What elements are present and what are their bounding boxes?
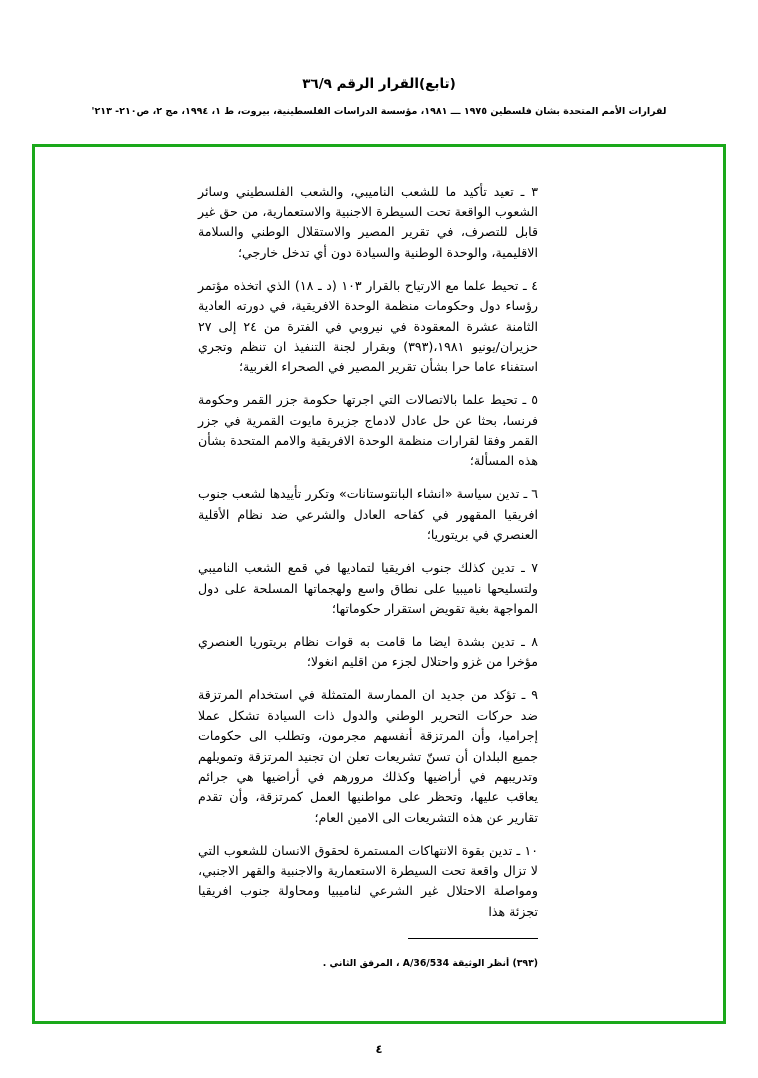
paragraph-9	[198, 685, 538, 828]
paragraph-9-text: ٩ ـ تؤكد من جديد ان الممارسة المتمثلة في استخدام المرتزقة ضد حركات التحرير الوطني والدول ذات السيادة تشكل عملا إجراميا، وأن المرتزقة أنفسهم مجرمون، وتطلب الى حكومات جميع البلدان أن تسنّ تشريعات تعلن ان تجنيد المرتزقة وتمويلهم وتدريبهم في أراضيها وكذلك مرورهم في أراضيها هي جرائم يعاقب عليها، وتحظر على مواطنيها العمل كمرتزقة، وأن تقدم تقارير عن هذه التشريعات الى الامين العام؛	[198, 687, 538, 825]
paragraph-4	[198, 276, 538, 378]
footnote-divider	[408, 938, 538, 939]
paragraph-7	[198, 558, 538, 619]
paragraph-3-text: ٣ ـ تعيد تأكيد ما للشعب الناميبي، والشعب الفلسطيني وسائر الشعوب الواقعة تحت السيطرة الاجنبية والاستعمارية، من حق غير قابل للتصرف، في تقرير المصير والاستقلال الوطني والسلامة الاقليمية، والوحدة الوطنية والسيادة دون أي تدخل خارجي؛	[198, 183, 538, 260]
paragraph-8	[198, 632, 538, 673]
paragraph-6-text: ٦ ـ تدين سياسة «انشاء البانتوستانات» وتكرر تأييدها لشعب جنوب افريقيا المقهور في كفاحه العادل والشرعي ضد نظام الأقلية العنصري في بريتوريا؛	[198, 486, 538, 543]
page-number: ٤	[375, 1042, 383, 1056]
paragraph-10-text: ١٠ ـ تدين بقوة الانتهاكات المستمرة لحقوق الانسان للشعوب التي لا تزال واقعة تحت السيطرة الاستعمارية والاجنبية والقهر الاجنبي، ومواصلة الاحتلال غير الشرعي لناميبيا ومحاولة جنوب افريقيا تجزئة هذا	[198, 842, 538, 919]
resolution-body	[198, 169, 538, 922]
page-title: (تابع)القرار الرقم ٣٦/٩	[302, 76, 456, 92]
paragraph-5	[198, 390, 538, 472]
paragraph-6	[198, 484, 538, 545]
content-frame	[32, 144, 726, 1024]
source-citation: لقرارات الأمم المتحدة بشان فلسطين ١٩٧٥ ـــ ١٩٨١، مؤسسة الدراسات الفلسطينية، بيروت، ط ١، ١٩٩٤، مج ٢، ص٢١٠- ٢١٣'	[91, 106, 667, 117]
document-header	[0, 76, 758, 117]
paragraph-7-text: ٧ ـ تدين كذلك جنوب افريقيا لتماديها في قمع الشعب الناميبي ولتسليحها ناميبيا على نطاق واسع ولهجماتها المسلحة على دول المواجهة بغية تقويض استقرار حكوماتها؛	[198, 560, 538, 616]
paragraph-10	[198, 841, 538, 923]
paragraph-4-text: ٤ ـ تحيط علما مع الارتياح بالقرار ١٠٣ (د ـ ١٨) الذي اتخذه مؤتمر رؤساء دول وحكومات منظمة الوحدة الافريقية، في دورته العادية الثامنة عشرة المعقودة في نيروبي في الفترة من ٢٤ إلى ٢٧ حزيران/يونيو ١٩٨١،(٣٩٣) وبقرار لجنة التنفيذ ان تنظم وتجري استفناء عاما حرا بشأن تقرير المصير في الصحراء الغربية؛	[198, 277, 538, 375]
paragraph-3	[198, 182, 538, 264]
paragraph-5-text: ٥ ـ تحيط علما بالاتصالات التي اجرتها حكومة جزر القمر وحكومة فرنسا، بحثا عن حل عادل لادماج جزيرة مايوت القمرية في جزر القمر وفقا لقرارات منظمة الوحدة الافريقية والامم المتحدة بشأن هذه المسألة؛	[198, 392, 538, 469]
paragraph-8-text: ٨ ـ تدين بشدة ايضا ما قامت به قوات نظام بريتوريا العنصري مؤخرا من غزو واحتلال لجزء من اقليم انغولا؛	[198, 633, 538, 670]
footnote: (٣٩٣) أنظر الوثيقة A/36/534 ، المرفق الثاني .	[322, 958, 538, 969]
